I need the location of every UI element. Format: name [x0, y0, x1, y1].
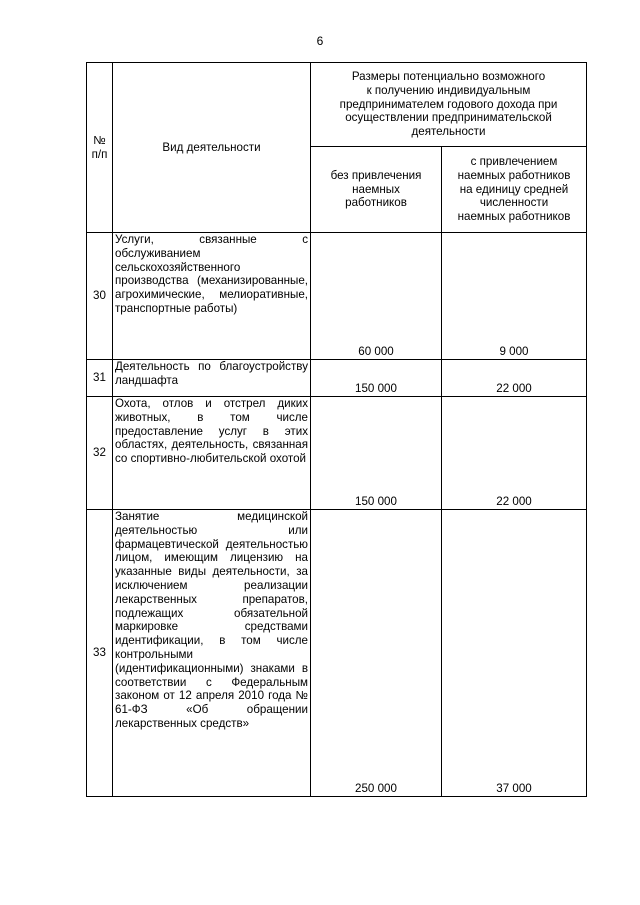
row-number: 30: [87, 233, 113, 360]
activity-type: Занятие медицинской деятельностью или фармацевтической деятельностью лицом, имеющим лицензию на указанные виды деятельности, за исключением реализации лекарственных препаратов, подлежащих обязательной маркировке средствами идентификации, в том числе контрольными (идентификационными) знаками в соответствии с Федеральным законом от 12 апреля 2010 года № 61-ФЗ «Об обращении лекарственных средств»: [113, 510, 311, 797]
row-number: 31: [87, 360, 113, 397]
activity-type: Деятельность по благоустройству ландшафта: [113, 360, 311, 397]
header-without-employees: без привлечения наемных работников: [311, 147, 442, 233]
header-with-employees: с привлечением наемных работников на единицу средней численности наемных работников: [442, 147, 587, 233]
income-without-employees: 150 000: [311, 397, 442, 510]
activity-type: Охота, отлов и отстрел диких животных, в том числе предоставление услуг в этих областях, деятельность, связанная со спортивно-любительской охотой: [113, 397, 311, 510]
table-row: [87, 360, 587, 397]
activity-type: Услуги, связанные с обслуживанием сельскохозяйственного производства (механизированные, агрохимические, мелиоративные, транспортные работы): [113, 233, 311, 360]
income-with-employees: 22 000: [442, 360, 587, 397]
table-row: [87, 397, 587, 510]
activity-income-table: [86, 62, 587, 797]
income-with-employees: 9 000: [442, 233, 587, 360]
table-row: [87, 510, 587, 797]
header-number: № п/п: [87, 63, 113, 233]
income-with-employees: 37 000: [442, 510, 587, 797]
header-income-size: Размеры потенциально возможного к получению индивидуальным предпринимателем годового дохода при осуществлении предпринимательской деятельности: [311, 63, 587, 147]
row-number: 32: [87, 397, 113, 510]
income-without-employees: 150 000: [311, 360, 442, 397]
income-without-employees: 60 000: [311, 233, 442, 360]
table-row: [87, 233, 587, 360]
page-number: 6: [316, 34, 324, 48]
income-with-employees: 22 000: [442, 397, 587, 510]
income-without-employees: 250 000: [311, 510, 442, 797]
table-header-row: [87, 63, 587, 147]
header-activity-type: Вид деятельности: [113, 63, 311, 233]
row-number: 33: [87, 510, 113, 797]
